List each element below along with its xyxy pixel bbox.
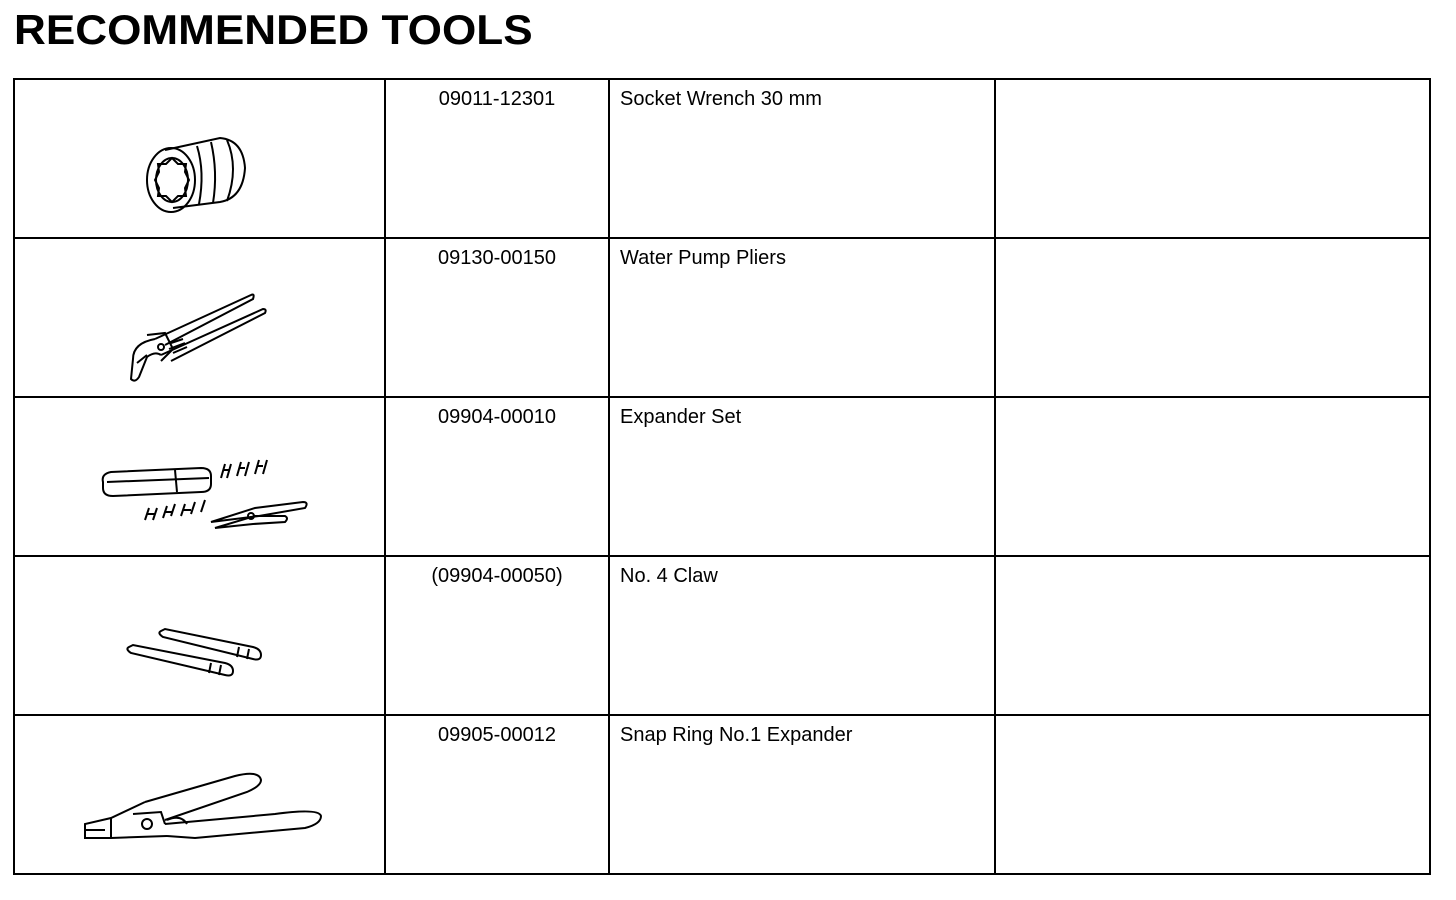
table-row <box>14 715 1430 874</box>
tool-name: No. 4 Claw <box>620 565 718 587</box>
note-cell <box>995 556 1430 715</box>
tool-name: Expander Set <box>620 406 742 428</box>
part-number: 09011-12301 <box>438 88 556 110</box>
socket-wrench-icon <box>15 80 384 237</box>
part-number-cell <box>385 556 609 715</box>
part-number-cell <box>385 715 609 874</box>
tool-name: Water Pump Pliers <box>620 247 786 269</box>
tool-illustration-cell <box>14 397 385 556</box>
part-number-cell <box>385 79 609 238</box>
note-cell <box>995 79 1430 238</box>
tool-name: Snap Ring No.1 Expander <box>620 724 853 746</box>
table-row <box>14 238 1430 397</box>
tool-illustration-cell <box>14 715 385 874</box>
snap-ring-expander-icon <box>15 716 384 873</box>
tool-illustration-cell <box>14 79 385 238</box>
part-number-cell <box>385 238 609 397</box>
part-number: 09904-00010 <box>438 406 556 428</box>
tool-illustration-cell <box>14 556 385 715</box>
tool-name-cell <box>609 79 995 238</box>
note-cell <box>995 397 1430 556</box>
tool-name-cell <box>609 715 995 874</box>
tool-illustration-cell <box>14 238 385 397</box>
part-number-cell <box>385 397 609 556</box>
tool-name-cell <box>609 238 995 397</box>
table-row <box>14 556 1430 715</box>
page-title: RECOMMENDED TOOLS <box>14 6 533 53</box>
claw-icon <box>15 557 384 714</box>
part-number: (09904-00050) <box>431 565 563 587</box>
table-row <box>14 397 1430 556</box>
part-number: 09905-00012 <box>438 724 556 746</box>
table-row <box>14 79 1430 238</box>
tool-name-cell <box>609 397 995 556</box>
tool-name-cell <box>609 556 995 715</box>
note-cell <box>995 715 1430 874</box>
water-pump-pliers-icon <box>15 239 384 396</box>
note-cell <box>995 238 1430 397</box>
expander-set-icon <box>15 398 384 555</box>
part-number: 09130-00150 <box>438 247 556 269</box>
recommended-tools-table <box>13 78 1431 875</box>
tool-name: Socket Wrench 30 mm <box>620 88 822 110</box>
